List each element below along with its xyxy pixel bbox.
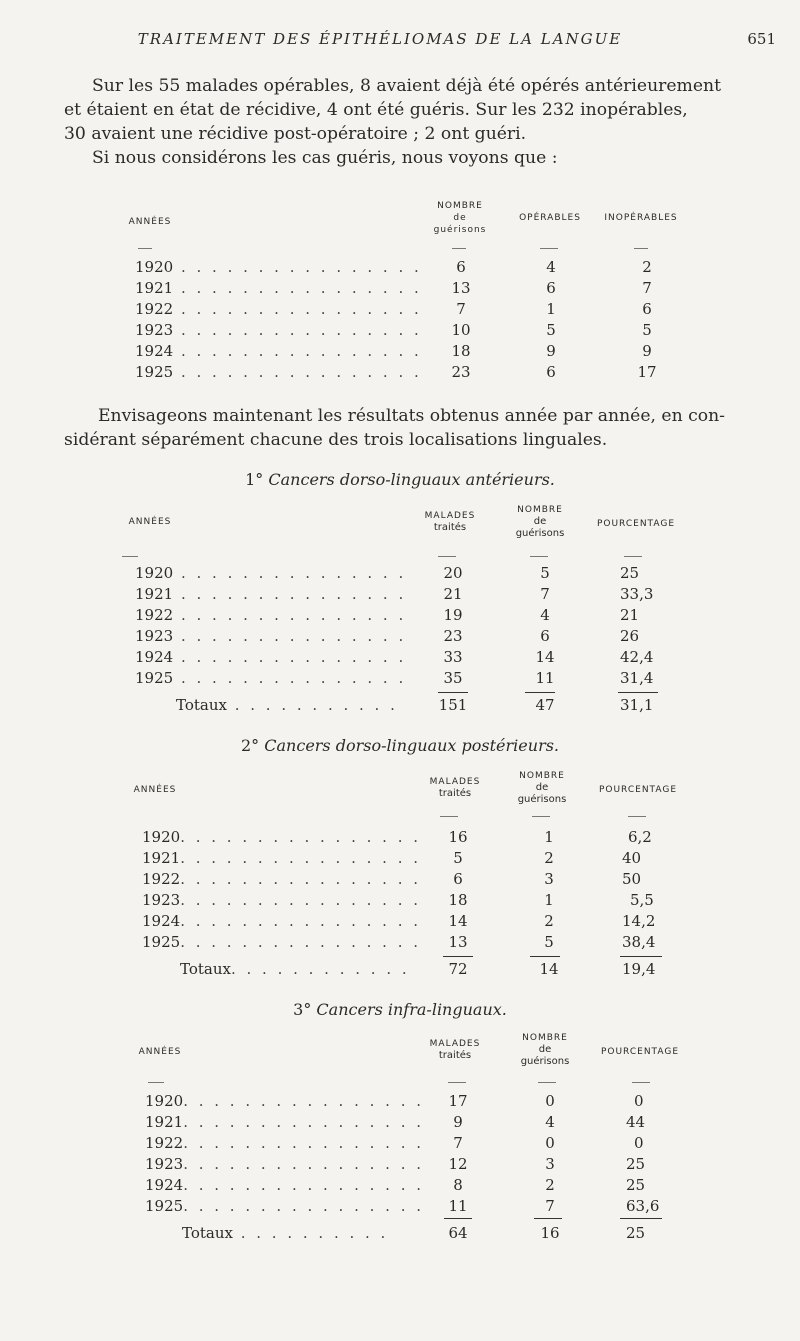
table-row: 1924. . . . . . . . . . . . . . . . 8 2 25 <box>145 1176 646 1194</box>
text-line: Envisageons maintenant les résultats obtenus année par année, en con- <box>98 406 725 426</box>
col-header-operables: OPÉRABLES <box>519 213 581 223</box>
col-header-annees: ANNÉES <box>128 517 172 527</box>
text-line: et étaient en état de récidive, 4 ont été guéris. Sur les 232 inopérables, <box>64 100 688 120</box>
paragraph-transition <box>64 404 724 452</box>
table-total-row: Totaux . . . . . . . . . . . 151 47 31,1 <box>176 696 654 714</box>
header-dash <box>448 1082 466 1083</box>
table-row: 1922 . . . . . . . . . . . . . . . 19 4 21 <box>135 606 640 624</box>
col-header-nombre: NOMBRE de guérisons <box>433 201 487 235</box>
total-rule <box>618 692 658 693</box>
section-title-3: 3° Cancers infra-linguaux. <box>293 1000 507 1019</box>
table-total-row: Totaux. . . . . . . . . . . . 72 14 19,4 <box>180 960 656 978</box>
table-row: 1922. . . . . . . . . . . . . . . . 6 3 50 <box>142 870 642 888</box>
col-header-pourcentage: POURCENTAGE <box>600 1047 680 1057</box>
table-row: 1925. . . . . . . . . . . . . . . . 11 7 63,6 <box>145 1197 660 1215</box>
header-dash <box>540 248 558 249</box>
table-row: 1923. . . . . . . . . . . . . . . . 18 1 5,5 <box>142 891 654 909</box>
table-row: 1922 . . . . . . . . . . . . . . . . 7 1 6 <box>135 300 652 318</box>
table-row: 1920 . . . . . . . . . . . . . . . . 6 4 2 <box>135 258 652 276</box>
col-header-nombre: NOMBRE de guérisons <box>515 505 565 539</box>
col-header-malades: MALADES traités <box>429 1039 481 1061</box>
total-rule <box>534 1218 562 1219</box>
col-header-annees: ANNÉES <box>133 785 177 795</box>
header-dash <box>632 1082 650 1083</box>
col-header-inoperables: INOPÉRABLES <box>604 213 678 223</box>
table-row: 1923 . . . . . . . . . . . . . . . 23 6 26 <box>135 627 640 645</box>
text-line: Si nous considérons les cas guéris, nous voyons que : <box>92 148 558 168</box>
table-row: 1920. . . . . . . . . . . . . . . . 16 1 6,2 <box>142 828 652 846</box>
col-header-annees: ANNÉES <box>138 1047 182 1057</box>
col-header-annees: ANNÉES <box>128 217 172 227</box>
header-dash <box>530 556 548 557</box>
header-dash <box>438 556 456 557</box>
col-header-malades: MALADES traités <box>424 511 476 533</box>
total-rule <box>530 956 560 957</box>
total-rule <box>620 1218 662 1219</box>
table-row: 1923. . . . . . . . . . . . . . . . 12 3 25 <box>145 1155 646 1173</box>
header-dash <box>122 556 138 557</box>
table-row: 1924 . . . . . . . . . . . . . . . . 18 9 9 <box>135 342 652 360</box>
table-row: 1922. . . . . . . . . . . . . . . . 7 0 0 <box>145 1134 644 1152</box>
section-title-2: 2° Cancers dorso-linguaux postérieurs. <box>240 736 560 755</box>
header-dash <box>532 816 550 817</box>
text-line: 30 avaient une récidive post-opératoire ; 2 ont guéri. <box>64 124 527 144</box>
table-row: 1925. . . . . . . . . . . . . . . . 13 5 38,4 <box>142 933 656 951</box>
header-dash <box>538 1082 556 1083</box>
table-row: 1921 . . . . . . . . . . . . . . . 21 7 33,3 <box>135 585 654 603</box>
col-header-malades: MALADES traités <box>429 777 481 799</box>
table-total-row: Totaux . . . . . . . . . . 64 16 25 <box>182 1224 646 1242</box>
running-header <box>0 30 800 54</box>
col-header-pourcentage: POURCENTAGE <box>598 785 678 795</box>
table-row: 1920. . . . . . . . . . . . . . . . 17 0 0 <box>145 1092 644 1110</box>
table-row: 1923 . . . . . . . . . . . . . . . . 10 5 5 <box>135 321 652 339</box>
total-rule <box>620 956 662 957</box>
header-dash <box>138 248 152 249</box>
total-rule <box>444 1218 472 1219</box>
header-dash <box>624 556 642 557</box>
table-infra <box>0 1030 800 1250</box>
table-row: 1925 . . . . . . . . . . . . . . . 35 11 31,4 <box>135 669 654 687</box>
total-rule <box>438 692 468 693</box>
table-row: 1924. . . . . . . . . . . . . . . . 14 2 14,2 <box>142 912 656 930</box>
table-row: 1924 . . . . . . . . . . . . . . . 33 14 42,4 <box>135 648 654 666</box>
running-title: TRAITEMENT DES ÉPITHÉLIOMAS DE LA LANGUE <box>137 30 623 48</box>
text-line: sidérant séparément chacune des trois localisations linguales. <box>64 430 608 450</box>
header-dash <box>148 1082 164 1083</box>
text-line: Sur les 55 malades opérables, 8 avaient déjà été opérés antérieurement <box>92 76 721 96</box>
total-rule <box>525 692 555 693</box>
header-dash <box>452 248 466 249</box>
table-row: 1920 . . . . . . . . . . . . . . . 20 5 25 <box>135 564 640 582</box>
col-header-nombre: NOMBRE de guérisons <box>517 771 567 805</box>
table-anterieurs <box>0 502 800 722</box>
table-row: 1921. . . . . . . . . . . . . . . . 5 2 40 <box>142 849 642 867</box>
header-dash <box>628 816 646 817</box>
table-posterieurs <box>0 768 800 988</box>
section-title-1: 1° Cancers dorso-linguaux antérieurs. <box>245 470 555 489</box>
table-row: 1921 . . . . . . . . . . . . . . . . 13 6 7 <box>135 279 652 297</box>
table-row: 1921. . . . . . . . . . . . . . . . 9 4 44 <box>145 1113 646 1131</box>
paragraph-intro <box>64 74 724 170</box>
total-rule <box>443 956 473 957</box>
header-dash <box>440 816 458 817</box>
col-header-nombre: NOMBRE de guérisons <box>520 1033 570 1067</box>
page-number: 651 <box>747 30 776 48</box>
header-dash <box>634 248 648 249</box>
table-row: 1925 . . . . . . . . . . . . . . . . 23 6 17 <box>135 363 657 381</box>
table-cures-by-year <box>0 196 800 386</box>
col-header-pourcentage: POURCENTAGE <box>596 519 676 529</box>
